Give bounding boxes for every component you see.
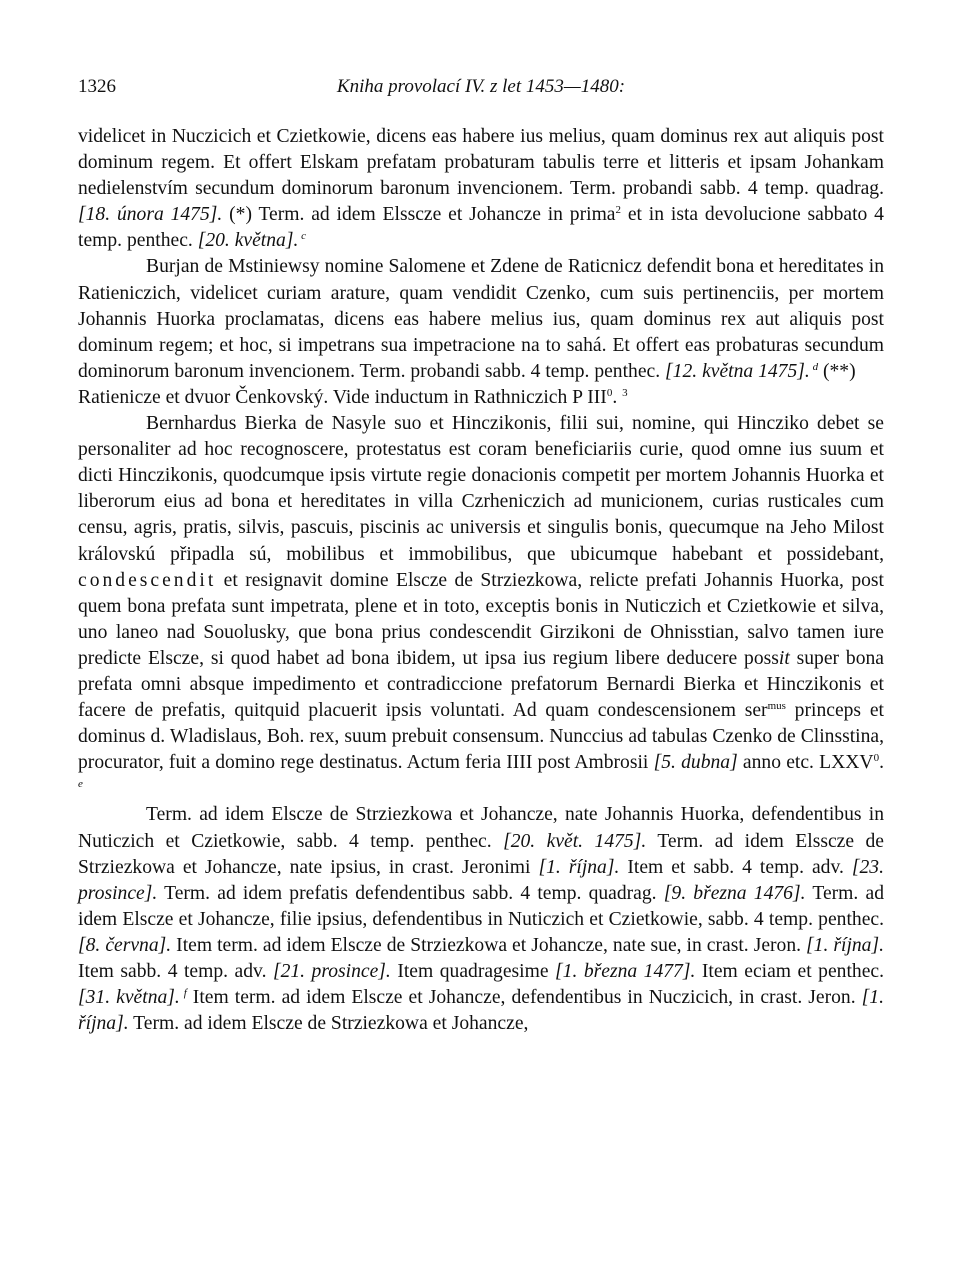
text-run: super bona prefata omni absque impedimento et contradiccione prefatorum Bernardi Bierka et Hinczikonis et facere de prefatis, quitquid placuerit ipsis voluntati. Ad quam condescensionem ser <box>78 647 885 722</box>
paragraph-2 <box>78 254 884 384</box>
text-run: Ratienicze et dvuor Čenkovský. Vide inductum in Rathniczich P III <box>78 386 607 408</box>
date-annotation: [23. prosince]. <box>78 856 884 904</box>
date-annotation: [1. října]. <box>806 934 885 956</box>
date-annotation: [9. března 1476]. <box>663 882 806 904</box>
text-run: Burjan de Mstiniewsy nomine Salomene et Zdene de Raticnicz defendit bona et hereditates in Ratieniczich, videlicet curiam arature, quam vendidit Czenko, cum suis pertinenciis, per mortem Johannis Huorka proclamatas, dicens eas habere melius ius, quam dominus rex aut aliquis post dominum regem; et hoc, si impetrans sua impetracione na to sahá. Et offert eas probaturas secundum dominorum baronum invencionem. Term. probandi sabb. 4 temp. penthec. <box>78 256 884 382</box>
text-run: et in ista devolucione sabbato 4 temp. penthec. <box>78 204 884 252</box>
text-run: Term. ad idem Elscze de Strziezkowa et Johancze, <box>128 1013 529 1035</box>
paragraph-4 <box>78 411 884 802</box>
text-run: . <box>879 752 884 774</box>
text-run: princeps et dominus d. Wladislaus, Boh. rex, suum prebuit consensum. Nunccius ad tabulas Czenko de Clinsstina, procurator, fuit a domino rege destinatus. Actum feria IIII post Ambrosii <box>78 700 884 774</box>
date-annotation: [1. října]. <box>538 856 620 878</box>
text-run: Term. ad idem Elscze et Johancze, filie ipsius, defendentibus in Nuticzich et Czietkowie, sabb. 4 temp. penthec. <box>78 882 884 930</box>
footnote-marker: e <box>78 778 83 791</box>
date-annotation: [31. května]. <box>78 987 180 1009</box>
date-annotation: [20. května]. <box>197 230 299 252</box>
text-run: Item quadragesime <box>390 961 556 982</box>
paragraph-5 <box>78 802 884 1037</box>
text-run: Item term. ad idem Elscze et Johancze, defendentibus in Nuczicich, in crast. Jeron. <box>186 987 862 1009</box>
footnote-marker: f <box>179 987 187 1000</box>
date-annotation: [12. května 1475]. <box>665 360 810 382</box>
footnote-marker: d <box>809 360 819 373</box>
paragraph-1 <box>78 124 884 254</box>
text-run: Item eciam et penthec. <box>695 961 884 982</box>
text-run: et resignavit domine Elscze de Strziezkowa, relicte prefati Johannis Huorka, post quem bona prefata sunt impetrata, plene et in toto, exceptis bonis in Nuticzich et Czietkowie et silva, uno laneo nad Souolusky, que bona prius condescendit Girzikoni de Ohnisstian, salvo tamen iure predicte Elscze, si quod habet ad bona ibidem, ut ipsa ius regium libere deducere poss <box>78 569 884 669</box>
footnote-marker: 3 <box>622 386 628 399</box>
text-run: Bernhardus Bierka de Nasyle suo et Hinczikonis, filii sui, nomine, qui Hincziko debet se personaliter ad hoc recognoscere, protestatus est coram beneficiariis curie, quod omne ius suum et dicti Hinczikonis, quodcumque ipsis virtute regie donacionis competit per mortem Johannis Huorka et liberorum eius ad bona et hereditates in villa Czrheniczich ad municionem, curias rusticales cum censu, agris, pratis, silvis, pascuis, piscinis ac universis et singulis bonis, quecumque na Jeho Milost královskú připadla sú, mobilibus et immobilibus, que ubicumque habebant et possidebant, <box>78 413 884 565</box>
degree-marker: 0 <box>873 752 880 765</box>
date-annotation: [8. června]. <box>78 934 172 956</box>
text-run: Term. ad idem Elscze de Strziezkowa et Johancze, nate Johannis Huorka, defendentibus in Nuticzich et Czietkowie, sabb. 4 temp. penthec. <box>78 804 884 852</box>
paragraph-3 <box>78 385 884 411</box>
degree-marker: 0 <box>606 386 613 399</box>
running-title: Kniha provolací IV. z let 1453—1480: <box>336 76 626 97</box>
date-annotation: [18. února 1475]. <box>78 204 223 226</box>
text-run: anno etc. LXXV <box>737 752 874 774</box>
text-run: Term. ad idem prefatis defendentibus sabb. 4 temp. quadrag. <box>157 882 664 904</box>
text-run: Item term. ad idem Elscze de Strziezkowa et Johancze, nate sue, in crast. Jeron. <box>171 934 807 956</box>
italic-letters: it <box>778 647 790 669</box>
date-annotation: [1. října]. <box>78 987 884 1035</box>
date-annotation: [20. květ. 1475]. <box>503 830 647 852</box>
text-run: Term. ad idem Elsscze de Strziezkowa et Johancze, nate ipsius, in crast. Jeronimi <box>78 830 884 878</box>
spaced-word: condescendit <box>78 569 217 591</box>
date-annotation: [5. dubna] <box>653 752 738 774</box>
text-run: Item et sabb. 4 temp. adv. <box>619 856 852 878</box>
page-number: 1326 <box>78 76 116 97</box>
date-annotation: [21. prosince]. <box>272 961 391 982</box>
text-run: Item sabb. 4 temp. adv. <box>78 961 273 982</box>
text-run: (*) Term. ad idem Elsscze et Johancze in prima <box>222 204 616 226</box>
footnote-marker: c <box>298 230 307 243</box>
page-header <box>78 76 884 104</box>
text-run: . <box>612 386 623 408</box>
abbreviation-superscript: mus <box>767 700 786 713</box>
footnote-marker: 2 <box>615 204 622 217</box>
text-run: (**) <box>818 360 856 382</box>
date-annotation: [1. března 1477]. <box>555 961 696 982</box>
text-run: videlicet in Nuczicich et Czietkowie, dicens eas habere ius melius, quam dominus rex aut aliquis post dominum regem. Et offert Elskam prefatam probaturam tabulis terre et litteris et ipsam Johankam nedielenstvím secundum dominorum baronum invencionem. Term. probandi sabb. 4 temp. quadrag. <box>78 126 884 200</box>
body-text <box>78 124 884 1204</box>
